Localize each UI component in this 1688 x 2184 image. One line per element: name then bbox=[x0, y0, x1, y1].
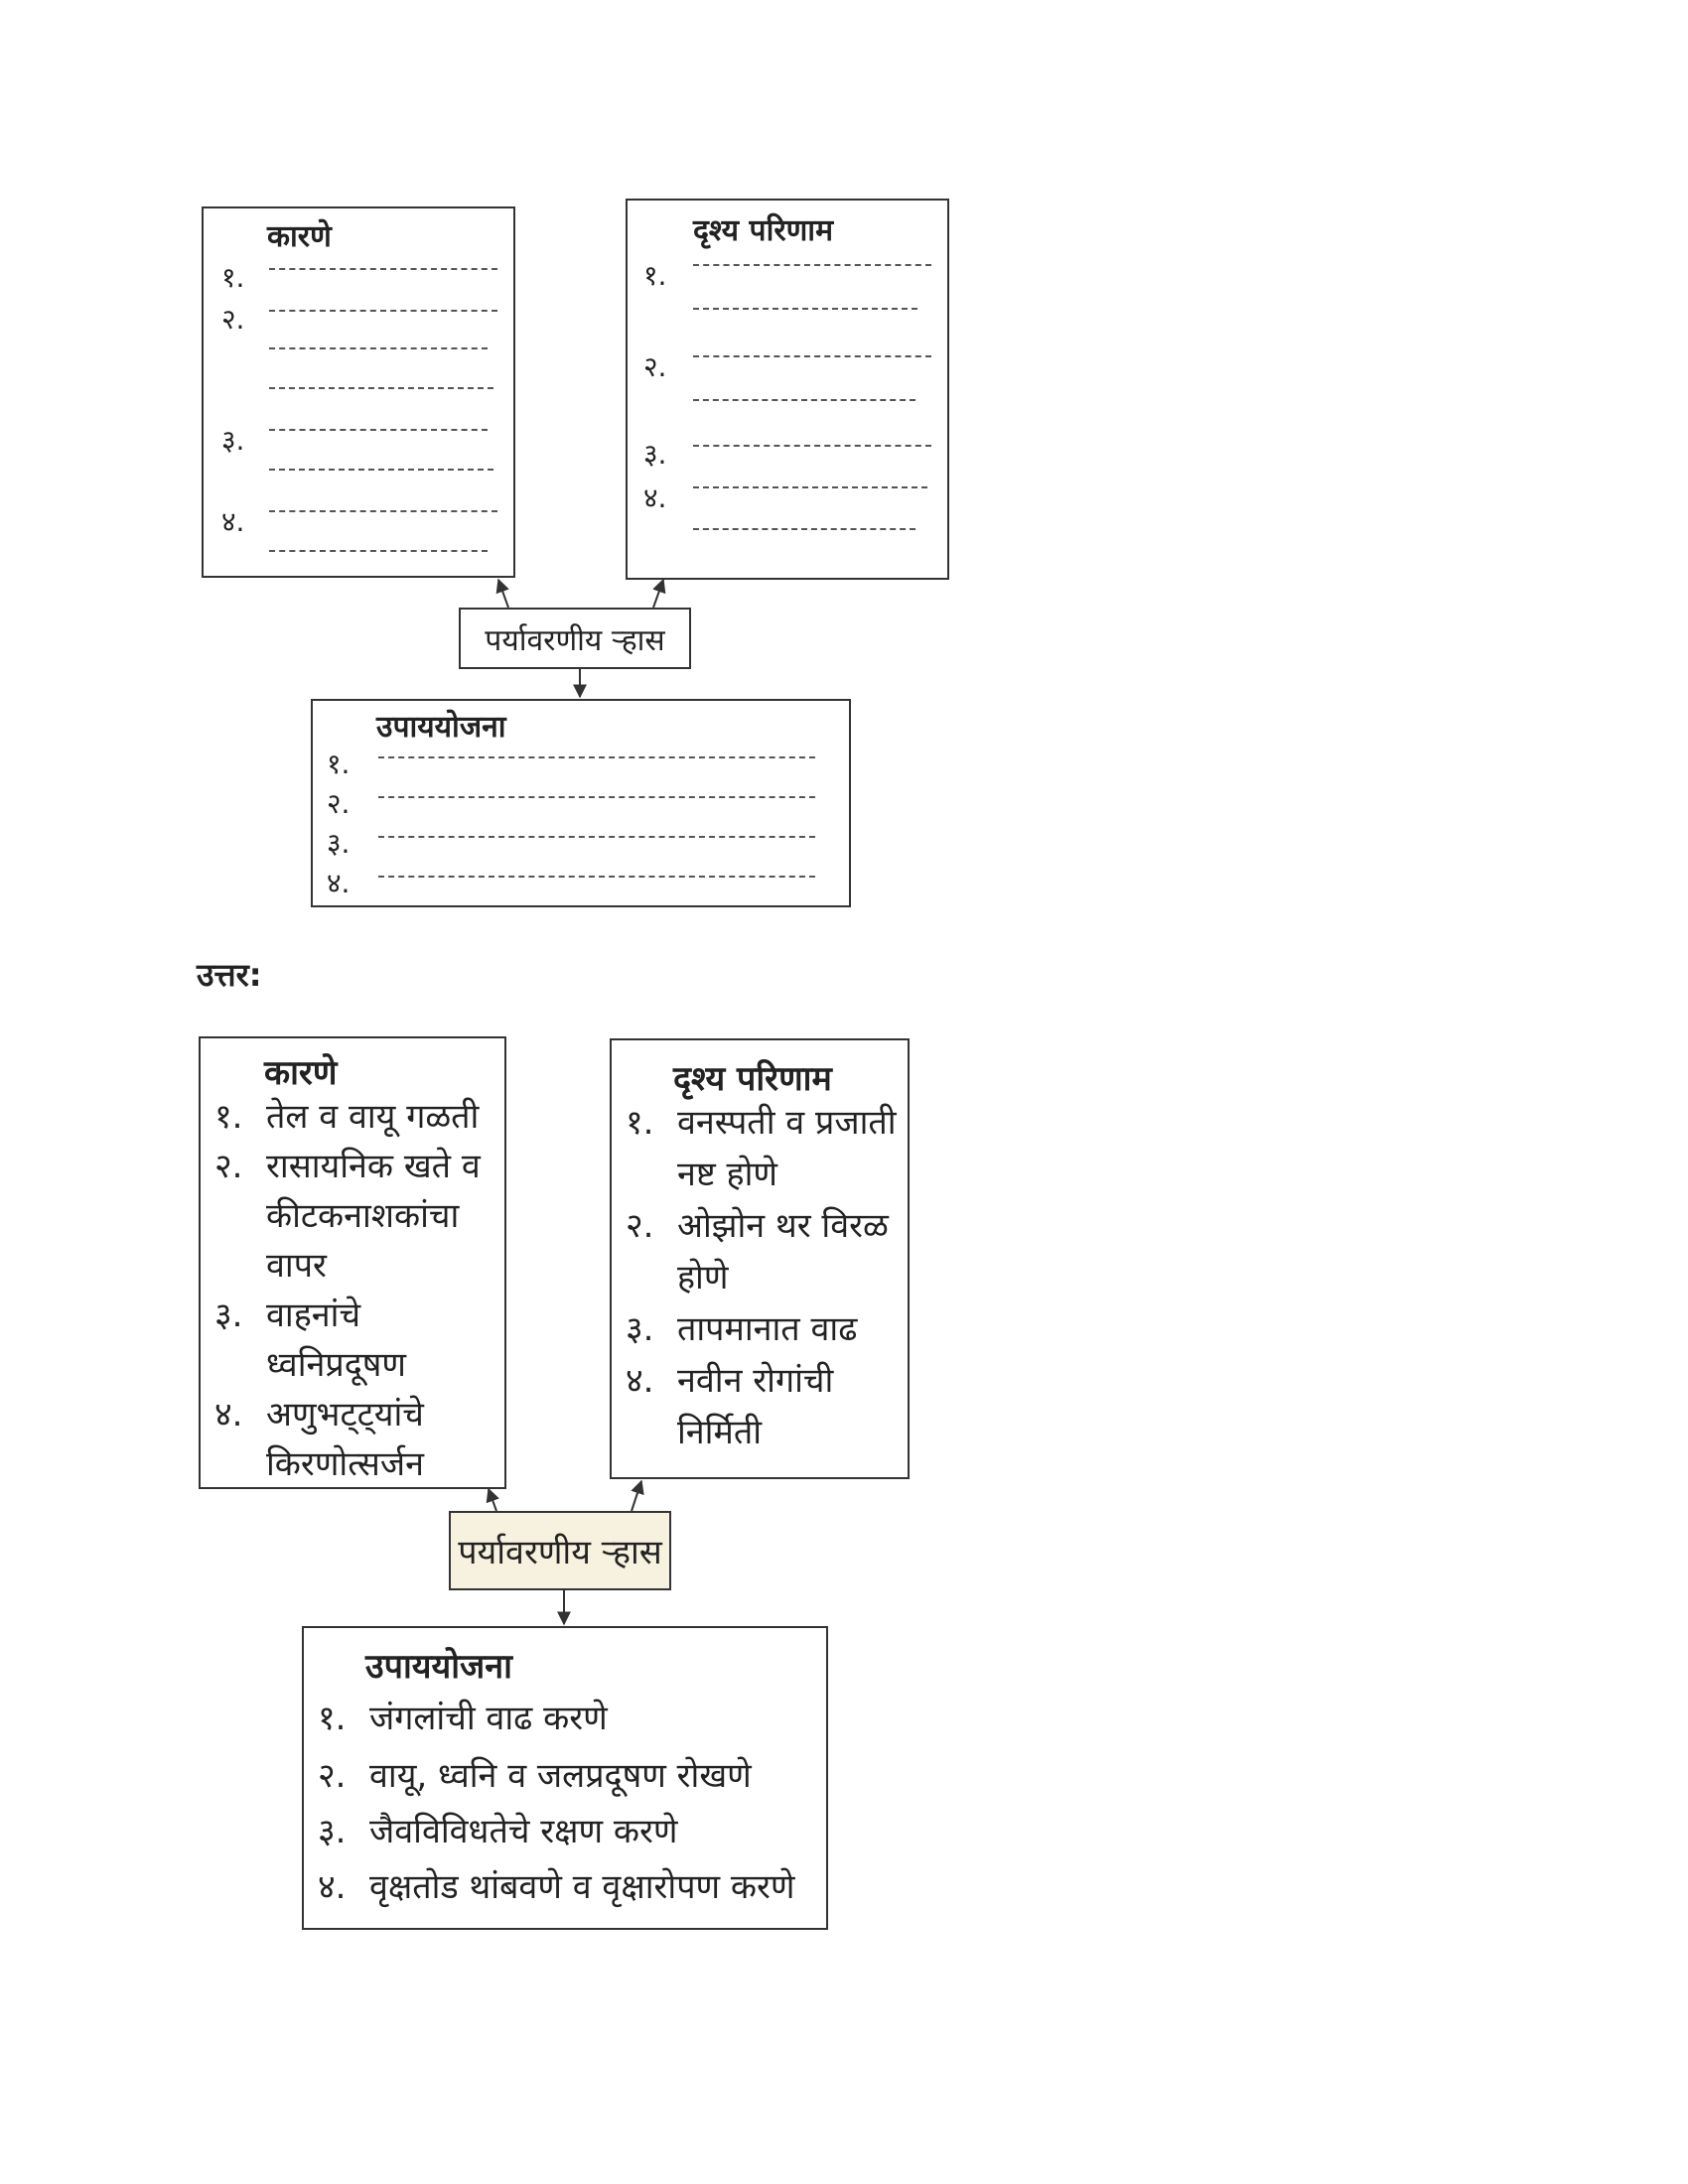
answer-label: उत्तर: bbox=[197, 956, 262, 994]
question-cause-number: ३. bbox=[221, 424, 245, 457]
answer-cause-item-cont: वापर bbox=[266, 1246, 327, 1286]
item-text: तापमानात वाढ bbox=[677, 1309, 858, 1349]
question-effect-number: ४. bbox=[643, 481, 667, 514]
item-text: जंगलांची वाढ करणे bbox=[369, 1699, 608, 1738]
question-measure-number: २. bbox=[327, 787, 351, 820]
question-effect-number: १. bbox=[643, 259, 667, 292]
item-number: ४. bbox=[626, 1361, 654, 1401]
item-number: १. bbox=[318, 1699, 347, 1738]
item-text: वायू, ध्वनि व जलप्रदूषण रोखणे bbox=[369, 1756, 752, 1796]
question-effects-title: दृश्य परिणाम bbox=[693, 213, 834, 248]
question-effect-number: ३. bbox=[643, 438, 667, 471]
answer-causes-title: कारणे bbox=[264, 1053, 338, 1093]
item-number: २. bbox=[626, 1206, 654, 1246]
arrow-to-effects bbox=[653, 580, 663, 608]
answer-effects-title: दृश्य परिणाम bbox=[673, 1059, 832, 1099]
answer-cause-item-cont: कीटकनाशकांचा bbox=[266, 1196, 460, 1236]
item-text: अणुभट्ट्यांचे bbox=[266, 1395, 424, 1434]
item-text: वाहनांचे bbox=[266, 1296, 361, 1335]
item-text: वृक्षतोड थांबवणे व वृक्षारोपण करणे bbox=[369, 1867, 795, 1907]
arrow-to-causes bbox=[489, 1489, 496, 1511]
item-number: ४. bbox=[214, 1395, 243, 1434]
item-text: नवीन रोगांची bbox=[677, 1361, 834, 1401]
item-number: १. bbox=[626, 1103, 654, 1143]
arrow-to-effects bbox=[632, 1481, 641, 1511]
item-number: २. bbox=[318, 1756, 347, 1796]
question-causes-title: कारणे bbox=[267, 219, 332, 254]
question-measure-number: ४. bbox=[327, 867, 351, 899]
answer-cause-item-cont: ध्वनिप्रदूषण bbox=[266, 1345, 406, 1385]
question-effect-number: २. bbox=[643, 350, 667, 383]
question-cause-number: १. bbox=[221, 261, 245, 294]
item-text: वनस्पती व प्रजाती bbox=[677, 1103, 897, 1143]
question-measure-number: १. bbox=[327, 748, 351, 780]
item-number: १. bbox=[214, 1097, 243, 1137]
question-cause-number: २. bbox=[221, 303, 245, 336]
item-number: ३. bbox=[626, 1309, 654, 1349]
answer-center-box: पर्यावरणीय ऱ्हास bbox=[449, 1511, 671, 1590]
answer-effect-item-cont: नष्ट होणे bbox=[677, 1155, 777, 1194]
item-number: ३. bbox=[318, 1812, 347, 1851]
item-text: जैवविविधतेचे रक्षण करणे bbox=[369, 1812, 678, 1851]
answer-effect-item-cont: होणे bbox=[677, 1258, 729, 1297]
item-number: ४. bbox=[318, 1867, 347, 1907]
item-number: २. bbox=[214, 1147, 243, 1186]
question-cause-number: ४. bbox=[221, 505, 245, 538]
item-text: तेल व वायू गळती bbox=[266, 1097, 480, 1137]
arrow-to-causes bbox=[498, 580, 508, 608]
question-center-box: पर्यावरणीय ऱ्हास bbox=[459, 608, 691, 669]
question-measures-title: उपाययोजना bbox=[376, 710, 506, 745]
item-number: ३. bbox=[214, 1296, 243, 1335]
item-text: रासायनिक खते व bbox=[266, 1147, 481, 1186]
answer-effect-item-cont: निर्मिती bbox=[677, 1413, 762, 1452]
answer-measures-title: उपाययोजना bbox=[365, 1647, 512, 1687]
question-measure-number: ३. bbox=[327, 827, 351, 860]
item-text: ओझोन थर विरळ bbox=[677, 1206, 889, 1246]
answer-cause-item-cont: किरणोत्सर्जन bbox=[266, 1444, 425, 1484]
